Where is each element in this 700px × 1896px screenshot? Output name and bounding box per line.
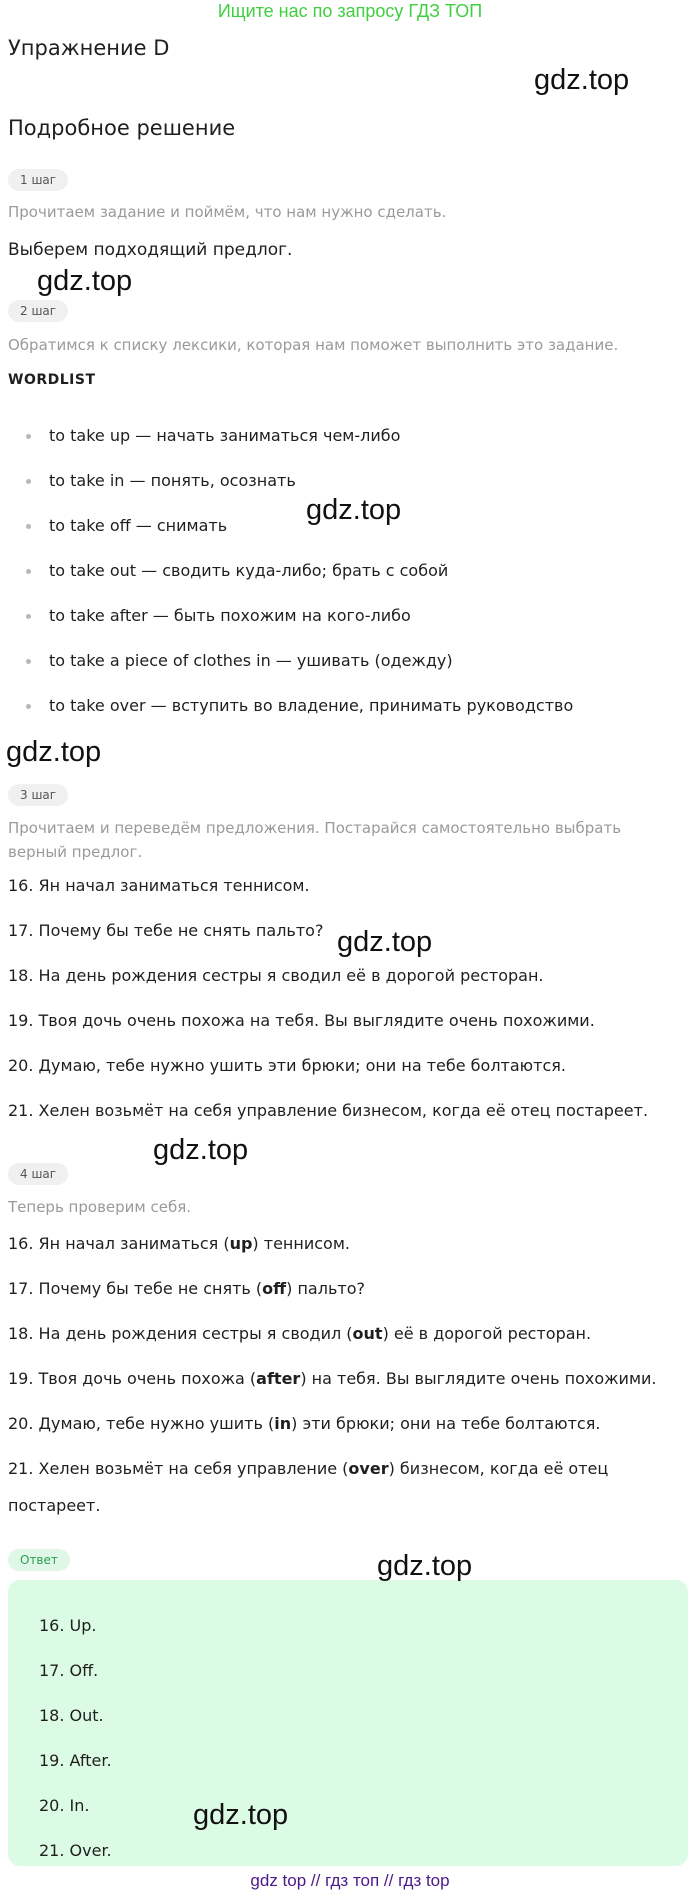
sentence-17: 17. Почему бы тебе не снять пальто? [8,921,324,940]
sentence-19: 19. Твоя дочь очень похожа на тебя. Вы выглядите очень похожими. [8,1011,595,1030]
answer-item: 21. Over. [39,1841,112,1860]
watermark: gdz.top [193,1799,289,1831]
check-16: 16. Ян начал заниматься (up) теннисом. [8,1234,350,1253]
top-banner: Ищите нас по запросу ГДЗ ТОП [217,1,483,21]
check-18: 18. На день рождения сестры я сводил (out) её в дорогой ресторан. [8,1324,592,1343]
step-4-description: Теперь проверим себя. [8,1198,192,1216]
watermark: gdz.top [337,926,433,958]
bullet-dot [26,479,31,484]
step-2-badge: 2 шаг [8,300,68,322]
sentence-16: 16. Ян начал заниматься теннисом. [8,876,310,895]
check-17: 17. Почему бы тебе не снять (off) пальто? [8,1279,365,1298]
wordlist-item: to take out — сводить куда-либо; брать с собой [49,561,449,580]
bullet-dot [26,614,31,619]
check-21: 21. Хелен возьмёт на себя управление (over) бизнесом, когда её отец [8,1459,609,1478]
answer-word: up [229,1234,253,1253]
section-title: Подробное решение [8,116,236,140]
sentence-20: 20. Думаю, тебе нужно ушить эти брюки; они на тебе болтаются. [8,1056,566,1075]
watermark: gdz.top [37,265,133,297]
sentence-21: 21. Хелен возьмёт на себя управление бизнесом, когда её отец постареет. [8,1101,649,1120]
watermark: gdz.top [534,64,630,96]
answer-word: out [352,1324,383,1343]
step-3-badge: 3 шаг [8,784,68,806]
watermark: gdz.top [153,1134,249,1166]
wordlist-heading: WORDLIST [8,372,96,388]
wordlist-item: to take a piece of clothes in — ушивать (одежду) [49,651,453,670]
answer-badge: Ответ [8,1549,70,1571]
answer-word: in [274,1414,292,1433]
check-20: 20. Думаю, тебе нужно ушить (in) эти брюки; они на тебе болтаются. [8,1414,601,1433]
wordlist-item: to take over — вступить во владение, принимать руководство [49,696,574,715]
footer-links: gdz top // гдз топ // гдз top [250,1871,450,1890]
bullet-dot [26,704,31,709]
answer-box [8,1580,688,1866]
step-1-text: Выберем подходящий предлог. [8,240,293,260]
bullet-dot [26,659,31,664]
answer-item: 16. Up. [39,1616,97,1635]
watermark: gdz.top [306,494,402,526]
wordlist-item: to take after — быть похожим на кого-либо [49,606,411,625]
answer-item: 20. In. [39,1796,90,1815]
bullet-dot [26,569,31,574]
step-1-description: Прочитаем задание и поймём, что нам нужно сделать. [8,203,447,221]
answer-word: after [256,1369,301,1388]
page-title: Упражнение D [8,36,170,60]
wordlist-item: to take off — снимать [49,516,228,535]
wordlist-item: to take up — начать заниматься чем-либо [49,426,401,445]
answer-word: over [348,1459,389,1478]
answer-item: 19. After. [39,1751,112,1770]
watermark: gdz.top [377,1550,473,1582]
wordlist-item: to take in — понять, осознать [49,471,296,490]
watermark: gdz.top [6,736,102,768]
check-19: 19. Твоя дочь очень похожа (after) на тебя. Вы выглядите очень похожими. [8,1369,657,1388]
step-3-description: Прочитаем и переведём предложения. Постарайся самостоятельно выбрать верный предлог. [8,819,622,861]
step-4-badge: 4 шаг [8,1163,68,1185]
step-1-badge: 1 шаг [8,169,68,191]
bullet-dot [26,434,31,439]
check-21-continued: постареет. [8,1496,101,1515]
sentence-18: 18. На день рождения сестры я сводил её в дорогой ресторан. [8,966,544,985]
answer-word: off [262,1279,287,1298]
step-2-description: Обратимся к списку лексики, которая нам поможет выполнить это задание. [8,336,619,354]
bullet-dot [26,524,31,529]
answer-item: 18. Out. [39,1706,104,1725]
answer-item: 17. Off. [39,1661,99,1680]
